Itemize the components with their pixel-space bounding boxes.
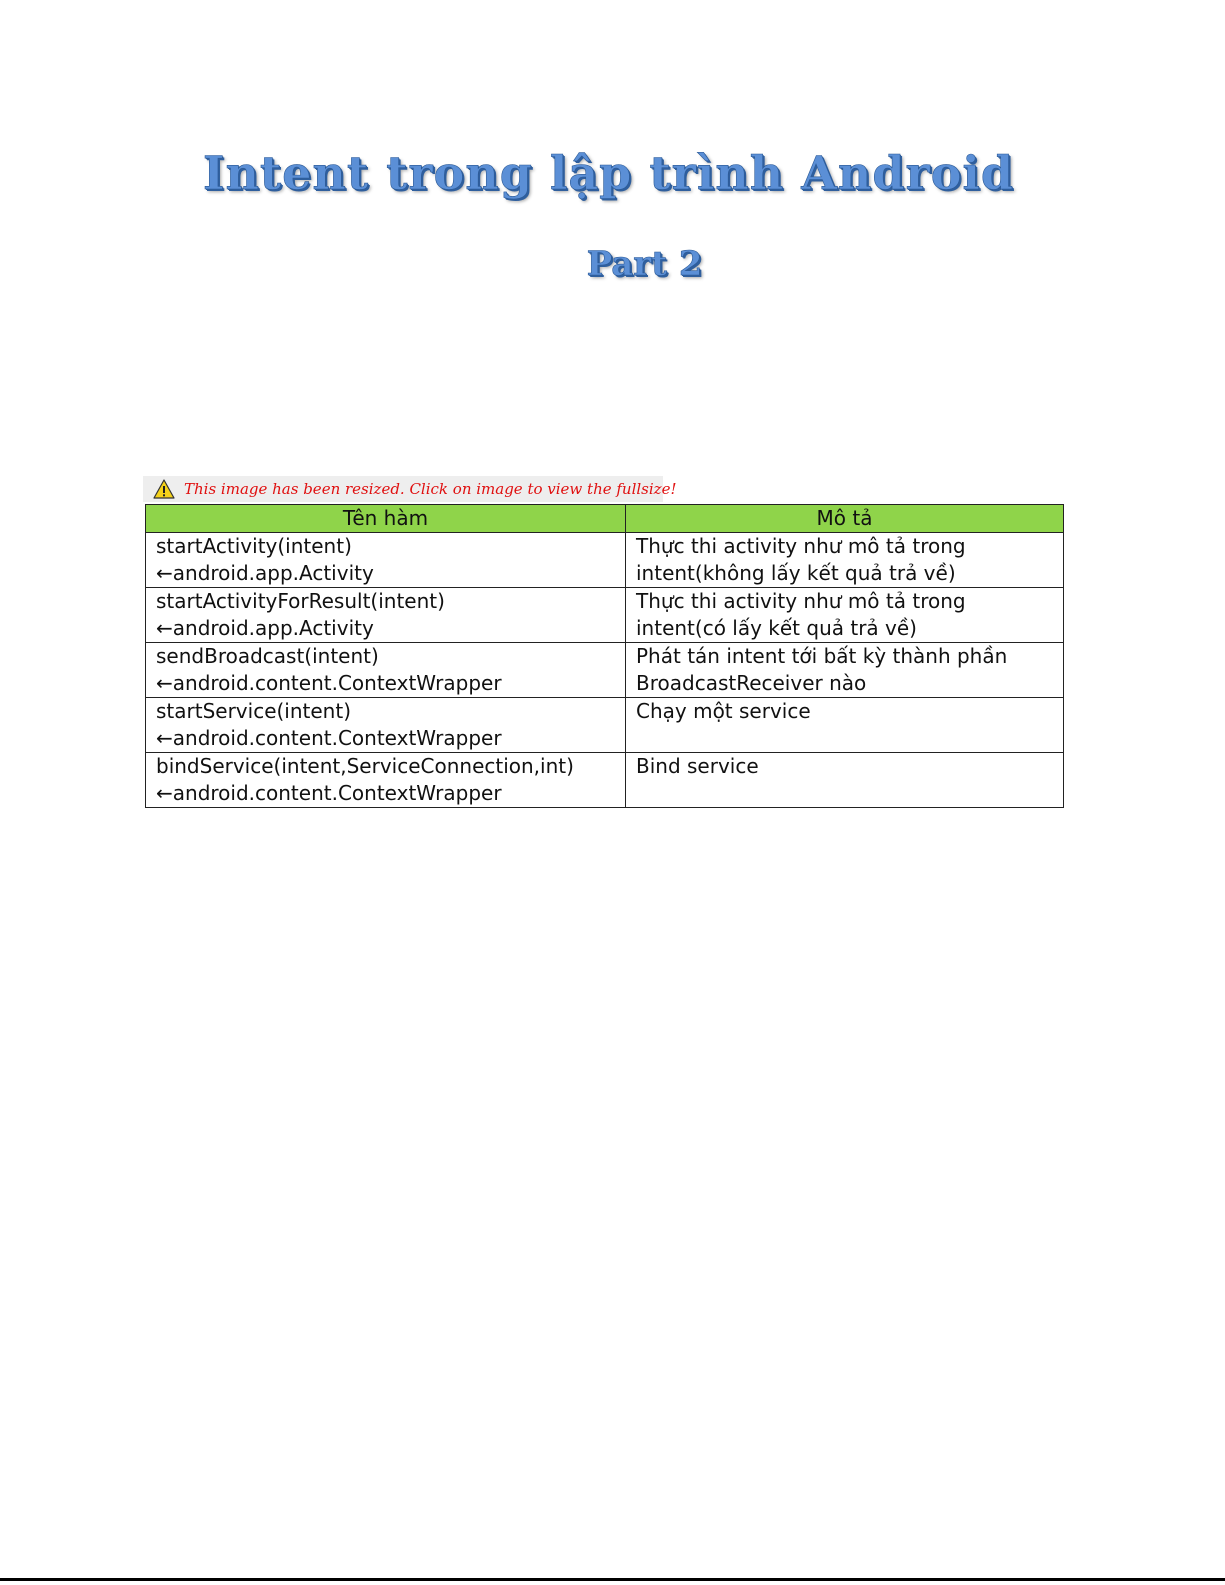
description-line: BroadcastReceiver nào — [636, 671, 867, 695]
function-cell — [146, 533, 626, 588]
document-subtitle: Part 2 — [586, 244, 703, 284]
warning-icon — [153, 479, 175, 499]
description-cell — [626, 698, 1064, 753]
function-cell — [146, 643, 626, 698]
description-line: Bind service — [636, 754, 759, 778]
table-row — [146, 533, 1064, 588]
description-line: intent(không lấy kết quả trả về) — [636, 561, 956, 585]
function-cell — [146, 698, 626, 753]
table-row — [146, 588, 1064, 643]
description-cell — [626, 588, 1064, 643]
function-class: ←android.app.Activity — [156, 616, 374, 640]
description-cell — [626, 643, 1064, 698]
resize-notice-text[interactable]: This image has been resized. Click on image to view the fullsize! — [184, 480, 677, 498]
description-cell — [626, 753, 1064, 808]
description-line: Phát tán intent tới bất kỳ thành phần — [636, 644, 1008, 668]
description-cell — [626, 533, 1064, 588]
function-signature: bindService(intent,ServiceConnection,int) — [156, 754, 574, 778]
function-class: ←android.content.ContextWrapper — [156, 726, 502, 750]
intent-methods-table-image[interactable] — [145, 504, 1063, 808]
function-class: ←android.app.Activity — [156, 561, 374, 585]
table-row — [146, 643, 1064, 698]
header-function-name: Tên hàm — [146, 505, 626, 533]
resize-notice-banner[interactable] — [143, 476, 677, 502]
description-line: intent(có lấy kết quả trả về) — [636, 616, 917, 640]
function-signature: sendBroadcast(intent) — [156, 644, 379, 668]
page-bottom-border — [0, 1578, 1225, 1581]
function-signature: startActivityForResult(intent) — [156, 589, 445, 613]
document-title: Intent trong lập trình Android — [202, 146, 1015, 200]
function-class: ←android.content.ContextWrapper — [156, 671, 502, 695]
function-cell — [146, 753, 626, 808]
intent-methods-table — [145, 504, 1064, 808]
description-line: Thực thi activity như mô tả trong — [636, 589, 966, 613]
function-signature: startService(intent) — [156, 699, 351, 723]
table-row — [146, 753, 1064, 808]
description-line: Chạy một service — [636, 699, 811, 723]
table-row — [146, 698, 1064, 753]
function-class: ←android.content.ContextWrapper — [156, 781, 502, 805]
description-line: Thực thi activity như mô tả trong — [636, 534, 966, 558]
function-cell — [146, 588, 626, 643]
function-signature: startActivity(intent) — [156, 534, 352, 558]
header-description: Mô tả — [626, 505, 1064, 533]
table-header-row — [146, 505, 1064, 533]
